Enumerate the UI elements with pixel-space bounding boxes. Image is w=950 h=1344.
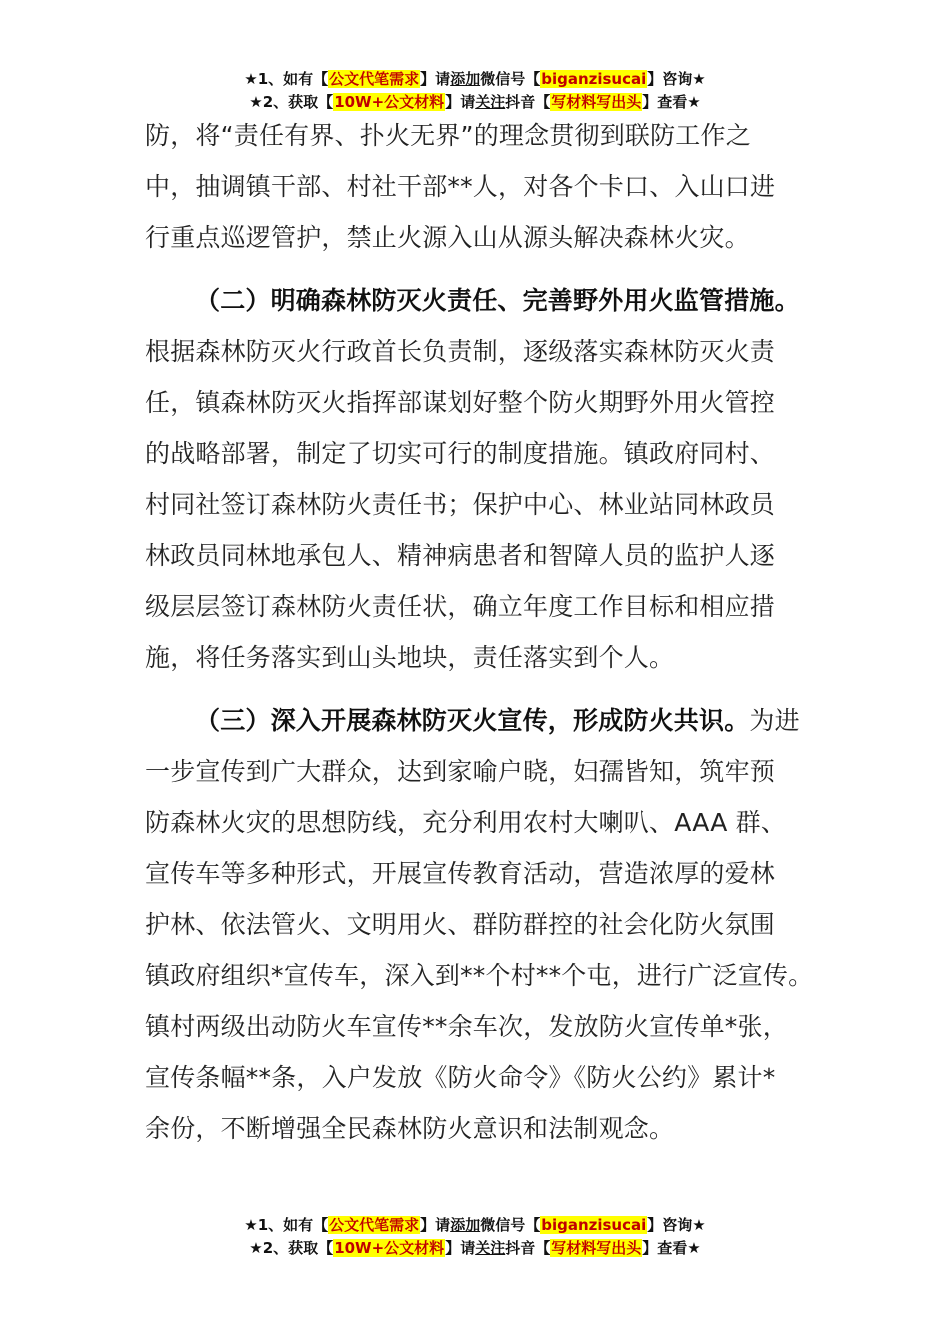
paragraph-2 bbox=[145, 326, 825, 683]
paragraph-3 bbox=[145, 746, 825, 1154]
text-line: 防，将“责任有界、扑火无界”的理念贯彻到联防工作之 bbox=[145, 121, 751, 150]
footer-banner bbox=[0, 1214, 950, 1260]
banner-highlight: 公文代笔需求 bbox=[329, 70, 420, 88]
banner-highlight: biganzisucai bbox=[541, 70, 647, 88]
banner-line-1 bbox=[0, 68, 950, 91]
banner-highlight: 10W+公文材料 bbox=[334, 93, 445, 111]
text-line: 级层层签订森林防火责任状，确立年度工作目标和相应措 bbox=[145, 592, 776, 621]
text-line: 中，抽调镇干部、村社干部**人，对各个卡口、入山口进 bbox=[145, 172, 776, 201]
text-line: 宣传条幅**条，入户发放《防火命令》《防火公约》累计* bbox=[145, 1063, 776, 1092]
banner-highlight: 10W+公文材料 bbox=[334, 1239, 445, 1257]
text-line: 根据森林防灭火行政首长负责制，逐级落实森林防灭火责 bbox=[145, 337, 776, 366]
paragraph-1 bbox=[145, 110, 825, 263]
banner-text: 抖音【 bbox=[505, 93, 551, 111]
banner-underlined: 添加 bbox=[450, 1216, 481, 1234]
banner-highlight: 公文代笔需求 bbox=[329, 1216, 420, 1234]
text-line: 施，将任务落实到山头地块，责任落实到个人。 bbox=[145, 643, 675, 672]
section-heading-3: （三）深入开展森林防灭火宣传，形成防火共识。 bbox=[195, 706, 750, 735]
banner-text: 】查看★ bbox=[642, 1239, 701, 1257]
text-line: 余份，不断增强全民森林防火意识和法制观念。 bbox=[145, 1114, 675, 1143]
banner-text: 】咨询★ bbox=[647, 70, 706, 88]
banner-text: 】请 bbox=[420, 1216, 451, 1234]
banner-text: 】查看★ bbox=[642, 93, 701, 111]
section-heading-3-line bbox=[145, 695, 825, 746]
text-line: 护林、依法管火、文明用火、群防群控的社会化防火氛围 bbox=[145, 910, 776, 939]
text-line: 宣传车等多种形式，开展宣传教育活动，营造浓厚的爱林 bbox=[145, 859, 776, 888]
text-line: 镇政府组织*宣传车，深入到**个村**个屯，进行广泛宣传。 bbox=[145, 961, 814, 990]
text-line: 行重点巡逻管护，禁止火源入山从源头解决森林火灾。 bbox=[145, 223, 750, 252]
text-line: 一步宣传到广大群众，达到家喻户晓，妇孺皆知，筑牢预 bbox=[145, 757, 776, 786]
banner-text: ★2、获取【 bbox=[249, 93, 334, 111]
banner-underlined: 关注 bbox=[475, 1239, 506, 1257]
text-line: 镇村两级出动防火车宣传**余车次，发放防火宣传单*张， bbox=[145, 1012, 788, 1041]
banner-text: ★1、如有【 bbox=[244, 1216, 329, 1234]
heading-3-tail: 为进 bbox=[749, 706, 800, 735]
text-line: 村同社签订森林防火责任书；保护中心、林业站同林政员 bbox=[145, 490, 776, 519]
banner-highlight: 写材料写出头 bbox=[551, 93, 642, 111]
banner-line-2 bbox=[0, 1237, 950, 1260]
banner-text: ★1、如有【 bbox=[244, 70, 329, 88]
banner-underlined: 关注 bbox=[475, 93, 506, 111]
document-body bbox=[145, 110, 825, 1154]
banner-line-1 bbox=[0, 1214, 950, 1237]
banner-text: 抖音【 bbox=[505, 1239, 551, 1257]
text-line: 防森林火灾的思想防线，充分利用农村大喇叭、AAA 群、 bbox=[145, 808, 787, 837]
banner-text: ★2、获取【 bbox=[249, 1239, 334, 1257]
banner-highlight: 写材料写出头 bbox=[551, 1239, 642, 1257]
text-line: 的战略部署，制定了切实可行的制度措施。镇政府同村、 bbox=[145, 439, 776, 468]
text-line: 任，镇森林防灭火指挥部谋划好整个防火期野外用火管控 bbox=[145, 388, 776, 417]
section-heading-2: （二）明确森林防灭火责任、完善野外用火监管措施。 bbox=[195, 286, 800, 315]
banner-text: 】请 bbox=[445, 1239, 476, 1257]
text-line: 林政员同林地承包人、精神病患者和智障人员的监护人逐 bbox=[145, 541, 776, 570]
banner-text: 】咨询★ bbox=[647, 1216, 706, 1234]
banner-highlight: biganzisucai bbox=[541, 1216, 647, 1234]
banner-underlined: 添加 bbox=[450, 70, 481, 88]
header-banner bbox=[0, 68, 950, 114]
banner-text: 微信号【 bbox=[480, 1216, 541, 1234]
banner-text: 】请 bbox=[445, 93, 476, 111]
banner-text: 微信号【 bbox=[480, 70, 541, 88]
banner-text: 】请 bbox=[420, 70, 451, 88]
